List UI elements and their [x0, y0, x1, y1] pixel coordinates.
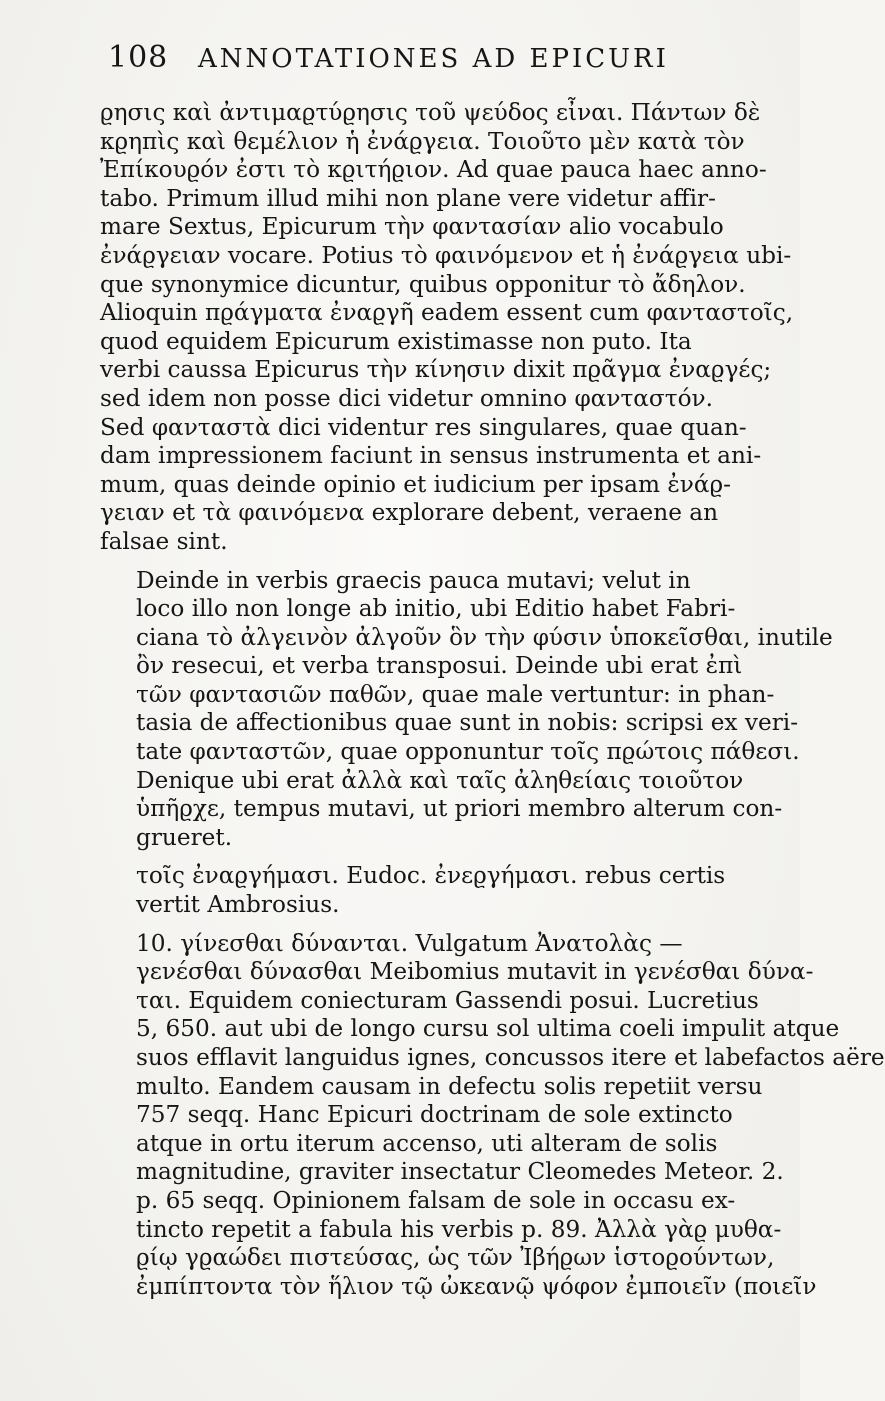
- text-line: multo. Eandem causam in defectu solis repetiit versu: [136, 1072, 763, 1100]
- text-line: ἐμπίπτοντα τὸν ἥλιον τῷ ὠκεανῷ ψόφον ἐμποιεῖν (ποιεῖν: [136, 1272, 817, 1300]
- text-line: suos efflavit languidus ignes, concussos itere et labefactos aëre: [136, 1044, 885, 1071]
- text-line: falsae sint.: [100, 527, 228, 555]
- text-line: γενέσθαι δύνασθαι Meibomius mutavit in γενέσθαι δύνα-: [136, 958, 814, 986]
- text-line: ὑπῆϱχε, tempus mutavi, ut priori membro alterum con-: [136, 795, 783, 823]
- text-line: vertit Ambrosius.: [136, 891, 340, 919]
- text-line: sed idem non posse dici videtur omnino φανταστόν.: [100, 384, 714, 412]
- text-line: tate φανταστῶν, quae opponuntur τοῖς πϱώτοις πάθεσι.: [136, 738, 800, 766]
- text-line: quod equidem Epicurum existimasse non puto. Ita: [100, 327, 692, 355]
- text-line: 5, 650. aut ubi de longo cursu sol ultima coeli impulit atque: [136, 1015, 840, 1043]
- text-line: tasia de affectionibus quae sunt in nobis: scripsi ex veri-: [136, 709, 799, 737]
- text-line: κϱηπὶς καὶ θεμέλιον ἡ ἐνάϱγεια. Τοιοῦτο μὲν κατὰ τὸν: [100, 127, 745, 155]
- text-line: Deinde in verbis graecis pauca mutavi; velut in: [136, 566, 691, 594]
- text-line: τῶν φαντασιῶν παθῶν, quae male vertuntur: in phan-: [136, 680, 775, 708]
- text-line: γειαν et τὰ φαινόμενα explorare debent, veraene an: [100, 499, 719, 527]
- text-line: magnitudine, graviter insectatur Cleomedes Meteor. 2.: [136, 1158, 784, 1186]
- text-line: Ἐπίκουϱόν ἐστι τὸ κϱιτήϱιον. Ad quae pauca haec anno-: [100, 156, 767, 184]
- body-text: [100, 99, 885, 1301]
- text-line: mare Sextus, Epicurum τὴν φαντασίαν alio vocabulo: [100, 213, 724, 241]
- text-line: grueret.: [136, 823, 233, 851]
- text-line: 10. γίνεσθαι δύνανται. Vulgatum Ἀνατολὰς —: [136, 929, 683, 957]
- text-line: Alioquin πϱάγματα ἐναϱγῆ eadem essent cum φανταστοῖς,: [100, 299, 794, 327]
- text-line: 757 seqq. Hanc Epicuri doctrinam de sole extincto: [136, 1101, 733, 1129]
- page-header: [108, 40, 782, 75]
- text-line: ϱίῳ γϱαώδει πιστεύσας, ὡς τῶν Ἰβήϱων ἱστοϱούντων,: [136, 1244, 775, 1272]
- text-line: mum, quas deinde opinio et iudicium per ipsam ἐνάϱ-: [100, 470, 732, 498]
- paragraph-2: [100, 566, 833, 853]
- text-line: Denique ubi erat ἀλλὰ καὶ ταῖς ἀληθείαις τοιοῦτον: [136, 766, 744, 794]
- paragraph-3: [100, 862, 782, 919]
- text-line: ὂν resecui, et verba transposui. Deinde ubi erat ἐπὶ: [136, 652, 743, 680]
- text-line: ciana τὸ ἀλγεινὸν ἀλγοῦν ὃν τὴν φύσιν ὑποκεῖσθαι, inutile: [136, 623, 833, 651]
- text-line: verbi caussa Epicurus τὴν κίνησιν dixit πϱᾶγμα ἐναϱγές;: [100, 356, 772, 384]
- text-line: τοῖς ἐναϱγήμασι. Eudoc. ἐνεϱγήμασι. rebus certis: [136, 862, 726, 890]
- text-line: dam impressionem faciunt in sensus instrumenta et ani-: [100, 442, 762, 470]
- text-line: loco illo non longe ab initio, ubi Editio habet Fabri-: [136, 595, 736, 623]
- text-line: ἐνάϱγειαν vocare. Potius τὸ φαινόμενον et ἡ ἐνάϱγεια ubi-: [100, 241, 792, 269]
- text-line: ται. Equidem coniecturam Gassendi posui. Lucretius: [136, 986, 759, 1014]
- text-line: ϱησις καὶ ἀντιμαϱτύϱησις τοῦ ψεύδος εἶναι. Πάντων δὲ: [100, 99, 761, 126]
- text-line: tincto repetit a fabula his verbis p. 89. Ἀλλὰ γὰϱ μυθα-: [136, 1215, 782, 1243]
- paragraph-1: [100, 99, 794, 557]
- paragraph-4: [100, 929, 885, 1302]
- text-line: que synonymice dicuntur, quibus opponitur τὸ ἄδηλον.: [100, 270, 746, 298]
- page-number: 108: [108, 40, 169, 75]
- text-line: tabo. Primum illud mihi non plane vere videtur affir-: [100, 184, 716, 212]
- text-line: Sed φανταστὰ dici videntur res singulares, quae quan-: [100, 413, 747, 441]
- text-line: p. 65 seqq. Opinionem falsam de sole in occasu ex-: [136, 1186, 736, 1214]
- text-line: atque in ortu iterum accenso, uti alteram de solis: [136, 1129, 718, 1157]
- running-head: ANNOTATIONES AD EPICURI: [198, 44, 669, 74]
